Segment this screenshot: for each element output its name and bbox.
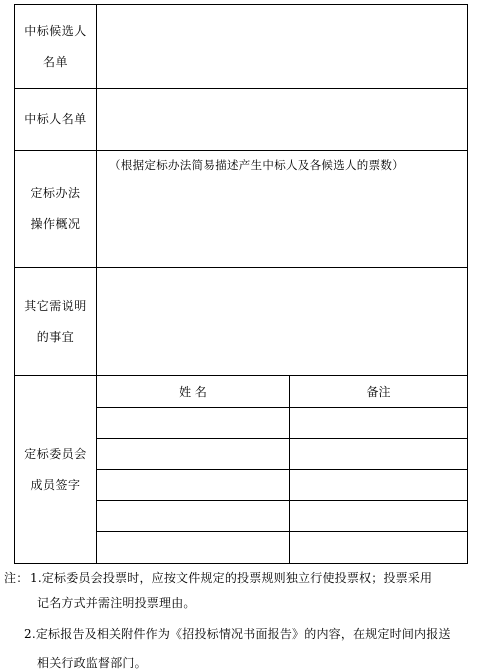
method-label-line: 操作概况 <box>30 217 81 231</box>
committee-label-cell <box>15 376 97 563</box>
row-method <box>15 151 467 268</box>
note-item-1-line-2: 记名方式并需注明投票理由。 <box>37 596 196 610</box>
signature-name-cell[interactable] <box>97 408 289 438</box>
row-other-matters <box>15 268 467 376</box>
signature-col-remark-header: 备注 <box>366 385 391 399</box>
other-label-line: 的事宜 <box>36 329 75 344</box>
signature-name-cell[interactable] <box>97 501 289 531</box>
winner-label-line: 中标人名单 <box>24 112 87 126</box>
note-item-1-line-1: 1.定标委员会投票时，应按文件规定的投票规则独立行使投票权；投票采用 <box>30 571 433 585</box>
award-report-table <box>14 4 468 564</box>
winner-value-cell[interactable] <box>97 89 467 150</box>
method-value-cell[interactable] <box>97 151 467 267</box>
committee-label-line: 成员签字 <box>30 477 81 492</box>
method-label-line: 定标办法 <box>30 186 81 200</box>
notes-prefix: 注： <box>4 571 29 585</box>
signature-name-cell[interactable] <box>97 439 289 469</box>
candidates-label-cell <box>15 5 97 88</box>
signature-remark-cell[interactable] <box>290 501 467 531</box>
row-winner <box>15 89 467 151</box>
row-candidates <box>15 5 467 89</box>
candidates-value-cell[interactable] <box>97 5 467 88</box>
other-value-cell[interactable] <box>97 268 467 375</box>
signature-remark-cell[interactable] <box>290 408 467 438</box>
method-hint-text: （根据定标办法简易描述产生中标人及各候选人的票数） <box>109 158 404 172</box>
signature-remark-cell[interactable] <box>290 439 467 469</box>
method-label-cell <box>15 151 97 267</box>
signature-grid <box>97 376 467 563</box>
candidates-label-line: 名单 <box>42 54 68 69</box>
candidates-label-line: 中标候选人 <box>24 23 87 38</box>
committee-label-line: 定标委员会 <box>24 446 87 461</box>
note-item-2-line-2: 相关行政监督部门。 <box>37 656 147 670</box>
other-label-line: 其它需说明 <box>24 298 87 313</box>
other-label-cell <box>15 268 97 375</box>
signature-name-cell[interactable] <box>97 532 289 562</box>
signature-remark-cell[interactable] <box>290 532 467 562</box>
signature-name-cell[interactable] <box>97 470 289 500</box>
signature-remark-cell[interactable] <box>290 470 467 500</box>
note-item-2-line-1: 2.定标报告及相关附件作为《招投标情况书面报告》的内容，在规定时间内报送 <box>24 627 451 641</box>
row-committee <box>15 376 467 563</box>
signature-col-name-header: 姓 名 <box>179 385 207 399</box>
winner-label-cell <box>15 89 97 150</box>
